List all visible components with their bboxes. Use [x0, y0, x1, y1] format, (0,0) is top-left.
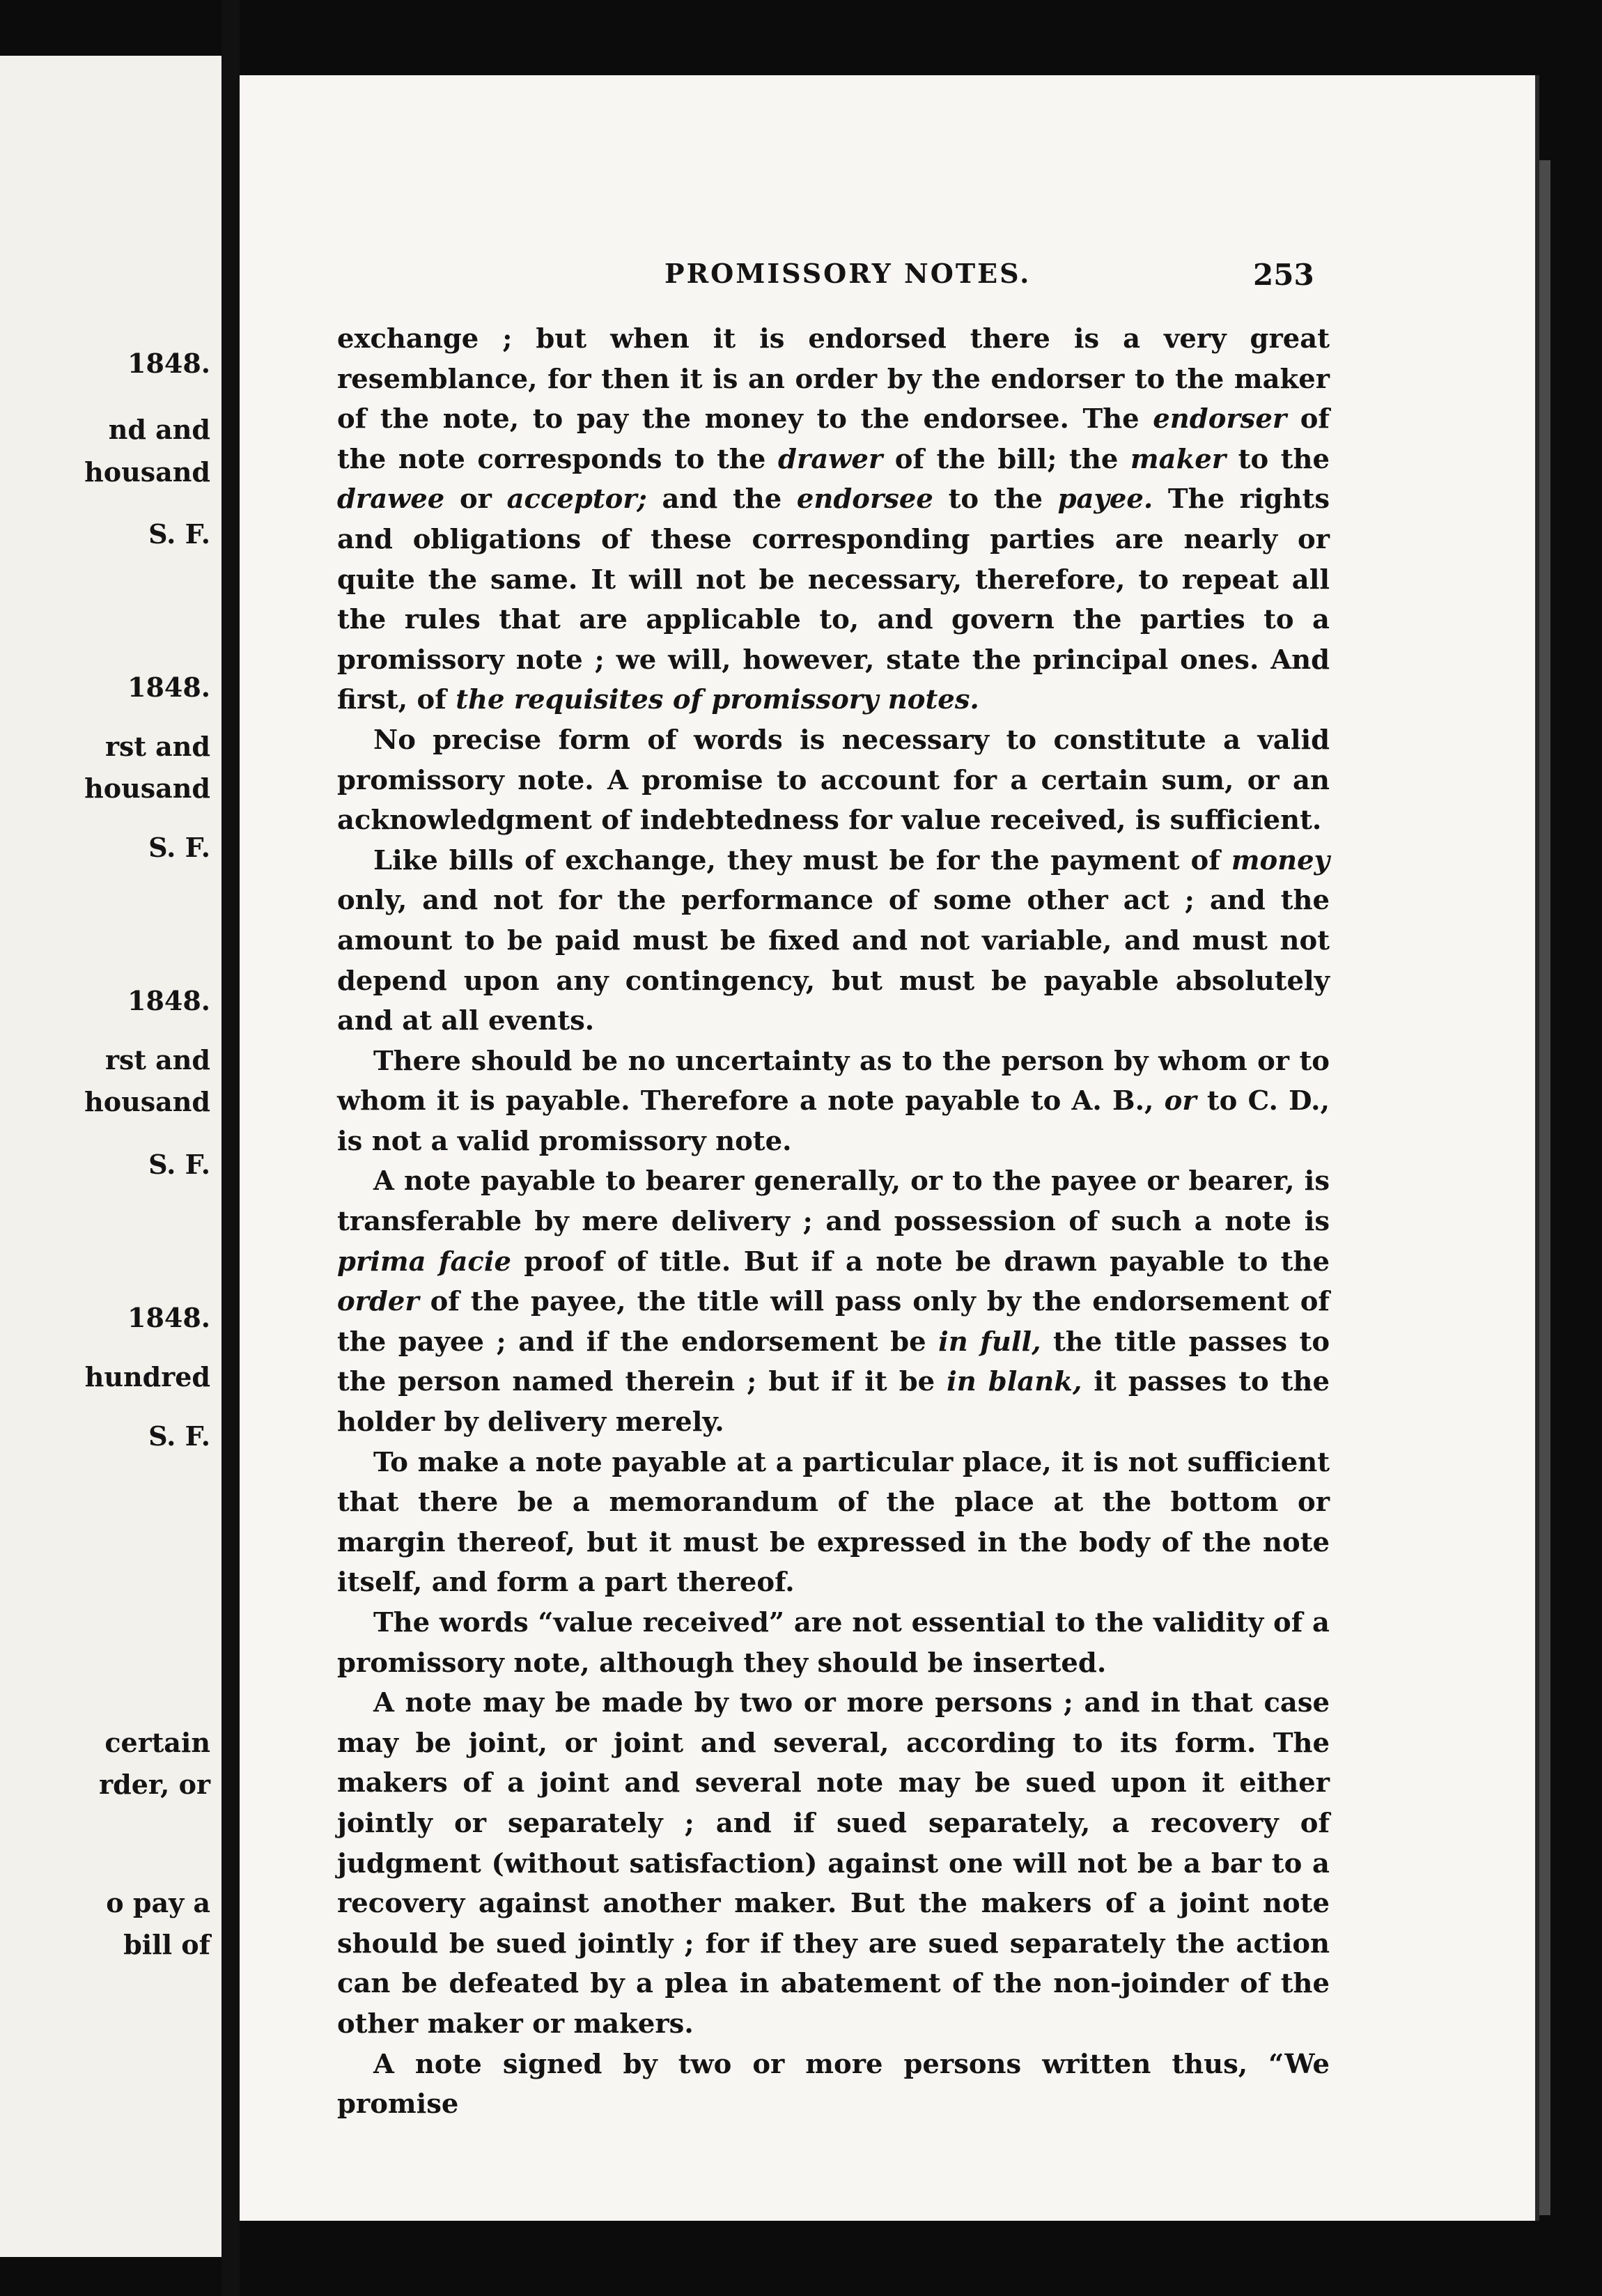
paragraph: To make a note payable at a particular place, it is not sufficient that there be a memorandum of the place at the bottom or margin thereof, but it must be expressed in the body of the note itself, and form a part thereof. — [337, 1446, 1330, 1599]
left-page-fragment — [0, 56, 221, 2257]
left-page-text-fragment: o pay a — [106, 1887, 210, 1918]
paragraph: The words “value received” are not essential to the validity of a promissory note, although they should be inserted. — [337, 1607, 1330, 1679]
book-page — [240, 75, 1535, 2221]
body-text — [337, 319, 1330, 2125]
left-page-text-fragment: S. F. — [148, 832, 210, 863]
left-page-text-fragment: S. F. — [148, 1420, 210, 1452]
paragraph: A note payable to bearer generally, or to the payee or bearer, is transferable by mere delivery ; and possession of such a note is prima facie proof of title. But if a note be drawn payable to the order of the payee, the title will pass only by the endorsement of the payee ; and if the endorsement be in full, the title passes to the person named therein ; but if it be in blank, it passes to the holder by delivery merely. — [337, 1165, 1330, 1438]
left-page-text-fragment: nd and — [108, 414, 210, 445]
paragraph: A note signed by two or more persons written thus, “We promise — [337, 2048, 1330, 2120]
paragraph: exchange ; but when it is endorsed there is a very great resemblance, for then it is an order by the endorser to the maker of the note, to pay the money to the endorsee. The endorser of the note corresponds to the drawer of the bill; the maker to the drawee or acceptor; and the endorsee to the payee. The rights and obligations of these corresponding parties are nearly or quite the same. It will not be necessary, therefore, to repeat all the rules that are applicable to, and govern the parties to a promissory note ; we will, however, state the principal ones. And first, of the requisites of promissory notes. — [337, 323, 1330, 716]
left-page-text-fragment: certain — [104, 1727, 210, 1758]
left-page-text-fragment: hundred — [84, 1361, 210, 1393]
running-head: PROMISSORY NOTES. — [664, 258, 1032, 289]
left-page-text-fragment: housand — [84, 1086, 210, 1117]
book-gutter — [221, 0, 240, 2296]
left-page-text-fragment: rder, or — [99, 1769, 210, 1800]
left-page-text-fragment: S. F. — [148, 1149, 210, 1180]
left-page-text-fragment: 1848. — [127, 348, 210, 379]
paragraph: A note may be made by two or more persons ; and in that case may be joint, or joint and several, according to its form. The makers of a joint and several note may be sued upon it either jointly or separately ; and if sued separately, a recovery of judgment (without satisfaction) against one will not be a bar to a recovery against another maker. But the makers of a joint note should be sued jointly ; for if they are sued separately the action can be defeated by a plea in abatement of the non-joinder of the other maker or makers. — [337, 1687, 1330, 2040]
left-page-text-fragment: 1848. — [127, 672, 210, 703]
left-page-text-fragment: 1848. — [127, 985, 210, 1016]
left-page-text-fragment: housand — [84, 773, 210, 804]
left-page-text-fragment: 1848. — [127, 1302, 210, 1333]
left-page-text-fragment: rst and — [104, 731, 210, 762]
left-page-text-fragment: housand — [84, 456, 210, 488]
page-header — [240, 258, 1535, 297]
paragraph: Like bills of exchange, they must be for the payment of money only, and not for the performance of some other act ; and the amount to be paid must be fixed and not variable, and must not depend upon any contingency, but must be payable absolutely and at all events. — [337, 844, 1330, 1037]
page-number: 253 — [1253, 258, 1314, 292]
page-edge-shadow — [1537, 160, 1550, 2215]
paragraph: No precise form of words is necessary to constitute a valid promissory note. A promise to account for a certain sum, or an acknowledgment of indebtedness for value received, is sufficient. — [337, 724, 1330, 837]
left-page-text-fragment: rst and — [104, 1044, 210, 1076]
paragraph: There should be no uncertainty as to the person by whom or to whom it is payable. Therefore a note payable to A. B., or to C. D., is not a valid promissory note. — [337, 1045, 1330, 1157]
left-page-text-fragment: bill of — [123, 1929, 210, 1960]
left-page-text-fragment: S. F. — [148, 518, 210, 550]
